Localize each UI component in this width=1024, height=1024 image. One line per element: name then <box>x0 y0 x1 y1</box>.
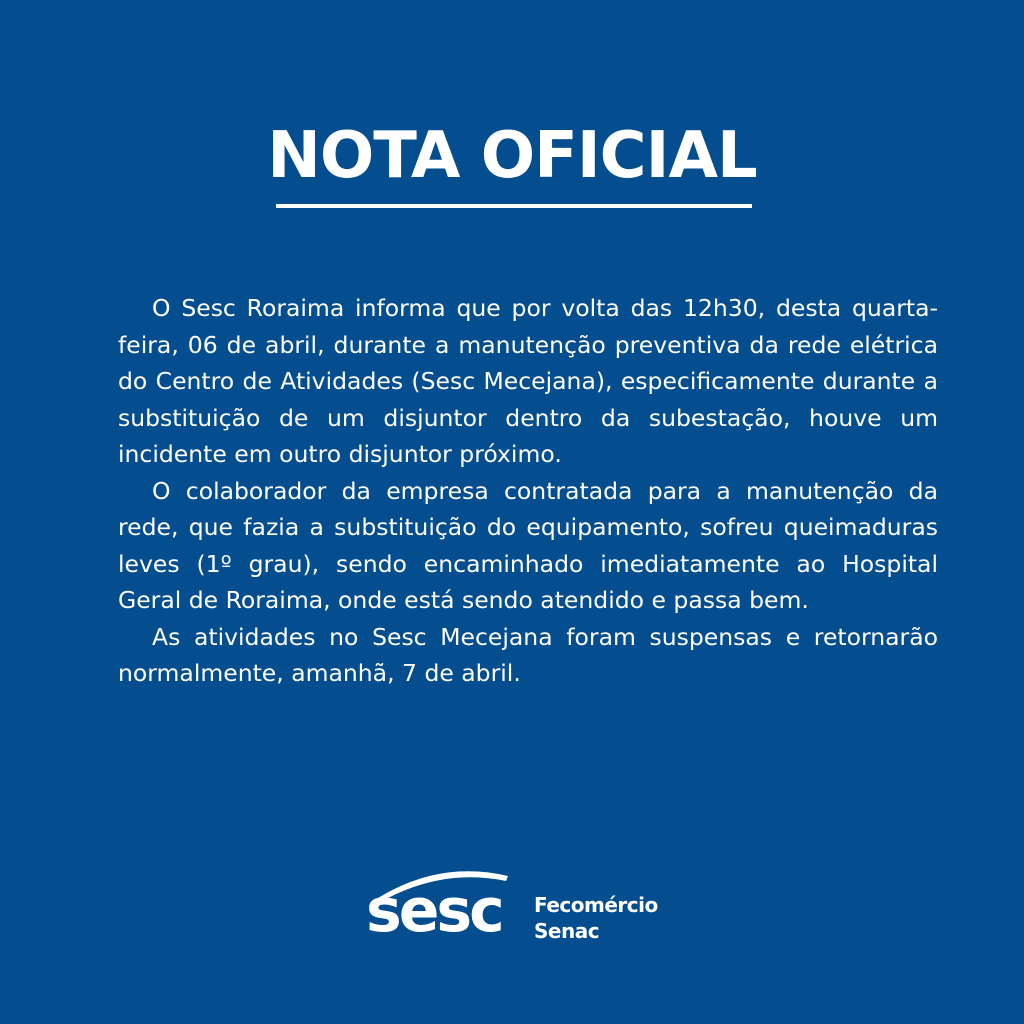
partner-senac: Senac <box>534 919 600 943</box>
sesc-wordmark: sesc <box>366 876 502 946</box>
partner-fecomercio: Fecomércio <box>534 893 658 917</box>
paragraph-worker: O colaborador da empresa contratada para a manutenção da rede, que fazia a substituição do equipamento, sofreu queimaduras leves (1º grau), sendo encaminhado imediatamente ao Hospital Geral de Roraima, onde está sendo atendido e passa bem. <box>118 476 938 614</box>
paragraph-activities: As atividades no Sesc Mecejana foram suspensas e retornarão normalmente, amanhã, 7 de abril. <box>118 622 938 687</box>
page-title: NOTA OFICIAL <box>267 119 757 193</box>
partner-names <box>534 892 658 944</box>
sesc-logo <box>360 862 670 952</box>
paragraph-incident: O Sesc Roraima informa que por volta das 12h30, desta quarta-feira, 06 de abril, durante a manutenção preventiva da rede elétrica do Centro de Atividades (Sesc Mecejana), especificamente durante a substituição de um disjuntor dentro da subestação, houve um incidente em outro disjuntor próximo. <box>118 294 938 468</box>
title-underline <box>276 204 752 208</box>
note-body <box>118 290 938 692</box>
